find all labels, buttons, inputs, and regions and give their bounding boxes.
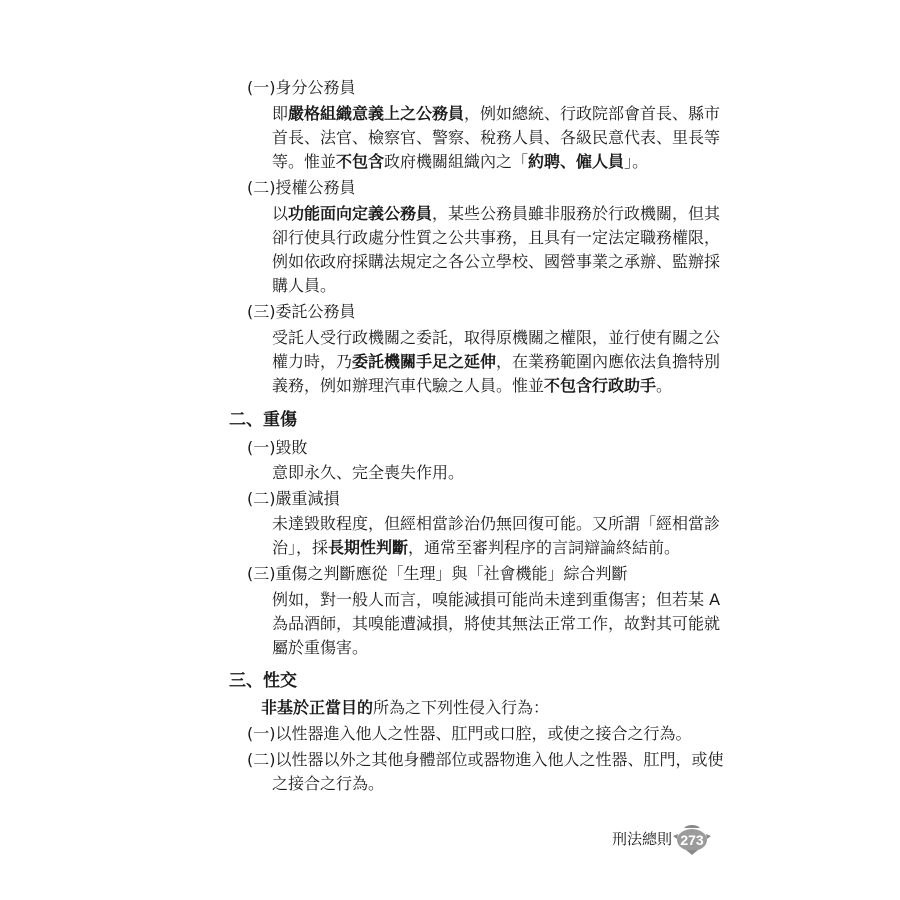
s2-item1-title: (一)毀敗 [247,438,308,457]
s2-item3-title: (三)重傷之判斷應從「生理」與「社會機能」綜合判斷 [247,564,628,583]
page-number: 273 [680,832,704,848]
s1-item1-line1: 即嚴格組織意義上之公務員，例如總統、行政院部會首長、縣市 [272,104,721,123]
s3-item1: (一)以性器進入他人之性器、肛門或口腔，或使之接合之行為。 [247,724,692,743]
s2-item2-line1: 未達毀敗程度，但經相當診治仍無回復可能。又所謂「經相當診 [272,514,721,533]
s1-item1-line2: 首長、法官、檢察官、警察、稅務人員、各級民意代表、里長等 [272,128,721,147]
s3-item2-line2: 之接合之行為。 [272,774,385,793]
s1-item3-line1: 受託人受行政機關之委託，取得原機關之權限，並行使有關之公 [272,328,721,347]
s1-item2-line3: 例如依政府採購法規定之各公立學校、國營事業之承辦、監辦採 [272,252,721,271]
s2-item2-line2: 治」，採長期性判斷，通常至審判程序的言詞辯論終結前。 [272,538,681,557]
s1-item1-title: (一)身分公務員 [247,78,356,97]
s1-item3-line3: 義務，例如辦理汽車代驗之人員。惟並不包含行政助手。 [272,376,673,395]
s2-item3-line2: 為品酒師，其嗅能遭減損，將使其無法正常工作，故對其可能就 [272,614,721,633]
s1-item2-line4: 購人員。 [272,276,337,295]
s1-item2-line2: 卻行使具行政處分性質之公共事務，且具有一定法定職務權限， [272,228,721,247]
s2-item2-title: (二)嚴重減損 [247,489,340,508]
s1-item3-title: (三)委託公務員 [247,302,356,321]
section-heading-intercourse: 三、性交 [229,671,297,691]
s2-item1-line1: 意即永久、完全喪失作用。 [272,463,465,482]
section-heading-serious-injury: 二、重傷 [229,410,297,430]
s1-item3-line2: 權力時，乃委託機關手足之延伸，在業務範圍內應依法負擔特別 [272,352,721,371]
s3-intro: 非基於正當目的所為之下列性侵入行為： [261,698,550,717]
s3-item2-line1: (二)以性器以外之其他身體部位或器物進入他人之性器、肛門，或使 [247,750,724,769]
running-footer-title: 刑法總則 [612,830,673,848]
s1-item1-line3: 等。惟並不包含政府機關組織內之「約聘、僱人員」。 [272,152,649,171]
s1-item2-line1: 以功能面向定義公務員，某些公務員雖非服務於行政機關，但其 [272,204,721,223]
s2-item3-line1: 例如，對一般人而言，嗅能減損可能尚未達到重傷害；但若某 A [272,590,721,609]
page-badge-shape [672,822,712,856]
s1-item2-title: (二)授權公務員 [247,178,356,197]
page-number-badge [672,822,712,856]
s2-item3-line3: 屬於重傷害。 [272,638,369,657]
